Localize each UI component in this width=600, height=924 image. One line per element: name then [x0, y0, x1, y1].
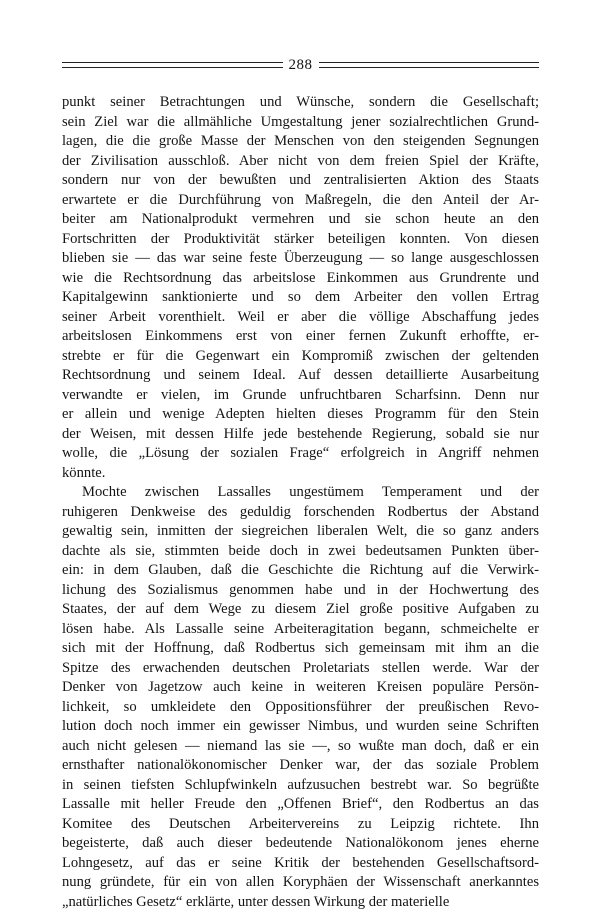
text-line: Denker von Jagetzow auch keine in weiteren Kreisen populäre Persön-	[62, 679, 539, 695]
text-line: wolle, die „Lösung der sozialen Frage“ erfolgreich in Angriff nehmen	[62, 445, 539, 461]
text-line: Staates, der auf dem Wege zu diesem Ziel große positive Aufgaben zu	[62, 601, 539, 617]
page-header	[62, 56, 539, 74]
text-line: gewaltig sein, inmitten der siegreichen liberalen Welt, die so ganz anders	[62, 523, 539, 539]
text-line: Rechtsordnung und seinem Ideal. Auf dessen detaillierte Ausarbeitung	[62, 367, 539, 383]
page-number: 288	[288, 57, 313, 73]
text-line: sein Ziel war die allmähliche Umgestaltung jener sozialrechtlichen Grund-	[62, 113, 539, 130]
text-line: lösen habe. Als Lassalle seine Arbeiteragitation begann, schmeichelte er	[62, 620, 539, 637]
header-rule-right	[319, 62, 540, 68]
text-line: blieben sie — das war seine feste Überzeugung — so lange ausgeschlossen	[62, 250, 539, 266]
text-line: lution doch noch immer ein gewisser Nimbus, und wurden seine Schriften	[62, 718, 539, 734]
text-line: punkt seiner Betrachtungen und Wünsche, sondern die Gesellschaft;	[62, 94, 539, 110]
text-line: wie die Rechtsordnung das arbeitslose Einkommen aus Grundrente und	[62, 269, 539, 286]
text-line: ein: in dem Glauben, daß die Geschichte die Richtung auf die Verwirk-	[62, 562, 539, 578]
text-line: dachte als sie, stimmten beide doch in zwei bedeutsamen Punkten über-	[62, 542, 539, 559]
text-line: lichkeit, so umkleidete den Oppositionsführer der preußischen Revo-	[62, 698, 539, 715]
text-line: sich mit der Hoffnung, daß Rodbertus sich gemeinsam mit ihm an die	[62, 640, 539, 656]
text-line: erwartete er die Durchführung von Maßregeln, die den Anteil der Ar-	[62, 191, 539, 208]
header-rule-left	[62, 62, 283, 68]
text-line: seiner Arbeit vorenthielt. Weil er aber die völlige Abschaffung jedes	[62, 308, 539, 325]
text-line: „natürliches Gesetz“ erklärte, unter dessen Wirkung der materielle	[62, 893, 450, 910]
body-text	[62, 93, 539, 912]
text-line: beiter am Nationalprodukt vermehren und sie schon heute an den	[62, 211, 539, 227]
text-line: strebte er für die Gegenwart ein Kompromiß zwischen der geltenden	[62, 347, 539, 364]
text-line: Spitze des erwachenden deutschen Proletariats stellen werde. War der	[62, 659, 539, 676]
text-line: arbeitslosen Einkommens erst von einer fernen Zukunft erhoffte, er-	[62, 328, 539, 344]
text-line: sondern nur von der bewußten und zentralisierten Aktion des Staats	[62, 172, 539, 188]
text-line: der Weisen, mit dessen Hilfe jede bestehende Regierung, sobald sie nur	[62, 425, 539, 442]
text-line: Fortschritten der Produktivität stärker beteiligen konnten. Von diesen	[62, 230, 539, 247]
text-line: Lohngesetz, auf das er seine Kritik der bestehenden Gesellschaftsord-	[62, 854, 539, 871]
text-line: lichung des Sozialismus genommen habe und in der Hochwertung des	[62, 581, 539, 598]
text-line: Komitee des Deutschen Arbeitervereins zu Leipzig richtete. Ihn	[62, 815, 539, 832]
text-line: nung gründete, für ein von allen Koryphäen der Wissenschaft anerkanntes	[62, 874, 539, 890]
text-line: begeisterte, daß auch dieser bedeutende Nationalökonom jenes eherne	[62, 835, 539, 851]
text-line: der Zivilisation ausschloß. Aber nicht von dem freien Spiel der Kräfte,	[62, 152, 539, 169]
text-line: ruhigeren Denkweise des geduldig forschenden Rodbertus der Abstand	[62, 503, 539, 520]
text-line: er allein und wenige Adepten hielten dieses Programm für den Stein	[62, 406, 539, 422]
text-line: könnte.	[62, 464, 106, 481]
text-line: lagen, die die große Masse der Menschen von den steigenden Segnungen	[62, 133, 539, 149]
text-line: Lassalle mit heller Freude den „Offenen Brief“, den Rodbertus an das	[62, 796, 539, 812]
text-line: auch nicht gelesen — niemand las sie —, so wußte man doch, daß er ein	[62, 737, 539, 754]
paragraph	[62, 483, 539, 912]
text-line: verwandte er vielen, im Grunde unfruchtbaren Scharfsinn. Denn nur	[62, 386, 539, 403]
text-line: ernsthafter nationalökonomischer Denker war, der das soziale Problem	[62, 757, 539, 773]
text-line: in seinen tiefsten Schlupfwinkeln aufzusuchen bestrebt war. So begrüßte	[62, 776, 539, 793]
text-line: Kapitalgewinn sanktionierte und so dem Arbeiter den vollen Ertrag	[62, 289, 539, 305]
paragraph	[62, 93, 539, 483]
text-line: Mochte zwischen Lassalles ungestümem Temperament und der	[82, 484, 539, 500]
